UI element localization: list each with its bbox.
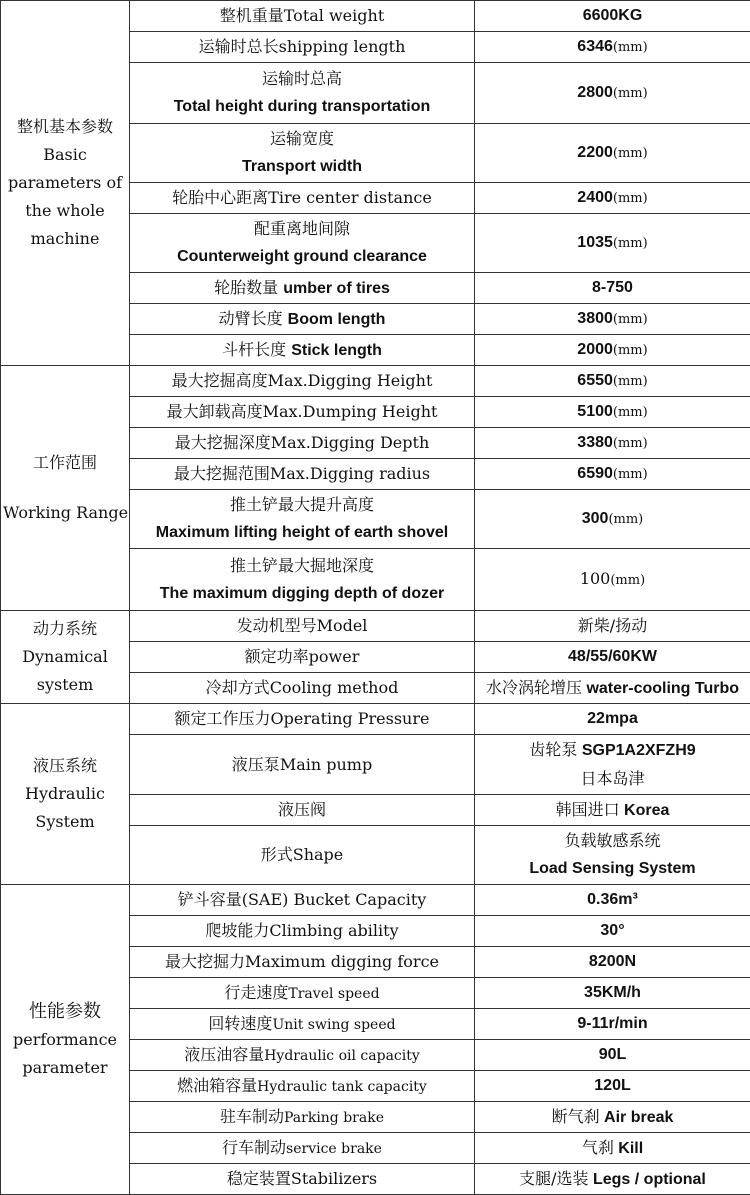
value-shape: 负载敏感系统 Load Sensing System bbox=[475, 826, 750, 885]
group-label-cn: 动力系统 bbox=[3, 615, 127, 643]
table-row bbox=[1, 885, 750, 916]
table-row bbox=[1, 611, 750, 642]
value-stick-length: 2000(mm) bbox=[475, 335, 750, 366]
group-basic-parameters bbox=[1, 1, 130, 366]
value-hydraulic-valve: 韩国进口 Korea bbox=[475, 795, 750, 826]
group-label-en: Hydraulic bbox=[3, 780, 127, 808]
param-total-weight: 整机重量Total weight bbox=[130, 1, 475, 32]
value-parking-brake: 断气刹 Air break bbox=[475, 1102, 750, 1133]
value-max-digging-height: 6550(mm) bbox=[475, 366, 750, 397]
group-performance-parameter bbox=[1, 885, 130, 1195]
param-operating-pressure: 额定工作压力Operating Pressure bbox=[130, 704, 475, 735]
value-service-brake: 气刹 Kill bbox=[475, 1133, 750, 1164]
param-parking-brake: 驻车制动Parking brake bbox=[130, 1102, 475, 1133]
param-main-pump: 液压泵Main pump bbox=[130, 735, 475, 795]
param-swing-speed: 回转速度Unit swing speed bbox=[130, 1009, 475, 1040]
param-tire-center-distance: 轮胎中心距离Tire center distance bbox=[130, 183, 475, 214]
value-shipping-length: 6346(mm) bbox=[475, 32, 750, 63]
param-hydraulic-valve: 液压阀 bbox=[130, 795, 475, 826]
group-label-en: parameter bbox=[3, 1054, 127, 1082]
param-hydraulic-tank-capacity: 燃油箱容量Hydraulic tank capacity bbox=[130, 1071, 475, 1102]
param-hydraulic-oil-capacity: 液压油容量Hydraulic oil capacity bbox=[130, 1040, 475, 1071]
value-number-of-tires: 8-750 bbox=[475, 273, 750, 304]
value-counterweight-clearance: 1035(mm) bbox=[475, 214, 750, 273]
value-max-lifting-height-shovel: 300(mm) bbox=[475, 490, 750, 549]
group-label-cn: 整机基本参数 bbox=[3, 113, 127, 141]
group-dynamical-system bbox=[1, 611, 130, 704]
group-label-en: system bbox=[3, 671, 127, 699]
param-max-digging-depth: 最大挖掘深度Max.Digging Depth bbox=[130, 428, 475, 459]
param-rated-power: 额定功率power bbox=[130, 642, 475, 673]
group-label-en: parameters of bbox=[3, 169, 127, 197]
group-label-cn: 工作范围 bbox=[3, 449, 127, 477]
group-label-en: System bbox=[3, 808, 127, 836]
table-row bbox=[1, 1, 750, 32]
param-number-of-tires: 轮胎数量 umber of tires bbox=[130, 273, 475, 304]
value-travel-speed: 35KM/h bbox=[475, 978, 750, 1009]
param-travel-speed: 行走速度Travel speed bbox=[130, 978, 475, 1009]
value-climbing-ability: 30° bbox=[475, 916, 750, 947]
value-total-weight: 6600KG bbox=[475, 1, 750, 32]
value-hydraulic-oil-capacity: 90L bbox=[475, 1040, 750, 1071]
value-max-digging-force: 8200N bbox=[475, 947, 750, 978]
param-engine-model: 发动机型号Model bbox=[130, 611, 475, 642]
param-max-lifting-height-shovel: 推土铲最大提升高度 Maximum lifting height of earth shovel bbox=[130, 490, 475, 549]
value-engine-model: 新柴/扬动 bbox=[475, 611, 750, 642]
value-total-height: 2800(mm) bbox=[475, 63, 750, 124]
group-label-cn: 性能参数 bbox=[3, 998, 127, 1026]
param-shape: 形式Shape bbox=[130, 826, 475, 885]
param-max-digging-radius: 最大挖掘范围Max.Digging radius bbox=[130, 459, 475, 490]
param-bucket-capacity: 铲斗容量(SAE) Bucket Capacity bbox=[130, 885, 475, 916]
value-max-dumping-height: 5100(mm) bbox=[475, 397, 750, 428]
param-counterweight-clearance: 配重离地间隙 Counterweight ground clearance bbox=[130, 214, 475, 273]
value-max-digging-depth: 3380(mm) bbox=[475, 428, 750, 459]
param-stick-length: 斗杆长度 Stick length bbox=[130, 335, 475, 366]
group-label-en: Dynamical bbox=[3, 643, 127, 671]
value-cooling-method: 水冷涡轮增压 water-cooling Turbo bbox=[475, 673, 750, 704]
group-label-en: the whole bbox=[3, 197, 127, 225]
group-label-en: performance bbox=[3, 1026, 127, 1054]
group-hydraulic-system bbox=[1, 704, 130, 885]
value-tire-center-distance: 2400(mm) bbox=[475, 183, 750, 214]
group-working-range bbox=[1, 366, 130, 611]
group-label-en: machine bbox=[3, 225, 127, 253]
value-bucket-capacity: 0.36m³ bbox=[475, 885, 750, 916]
param-transport-width: 运输宽度 Transport width bbox=[130, 124, 475, 183]
value-operating-pressure: 22mpa bbox=[475, 704, 750, 735]
value-swing-speed: 9-11r/min bbox=[475, 1009, 750, 1040]
table-row bbox=[1, 366, 750, 397]
value-max-digging-depth-dozer: 100(mm) bbox=[475, 549, 750, 611]
param-climbing-ability: 爬坡能力Climbing ability bbox=[130, 916, 475, 947]
param-service-brake: 行车制动service brake bbox=[130, 1133, 475, 1164]
group-label-cn: 液压系统 bbox=[3, 752, 127, 780]
value-transport-width: 2200(mm) bbox=[475, 124, 750, 183]
param-total-height: 运输时总高 Total height during transportation bbox=[130, 63, 475, 124]
value-max-digging-radius: 6590(mm) bbox=[475, 459, 750, 490]
param-max-digging-height: 最大挖掘高度Max.Digging Height bbox=[130, 366, 475, 397]
param-cooling-method: 冷却方式Cooling method bbox=[130, 673, 475, 704]
value-rated-power: 48/55/60KW bbox=[475, 642, 750, 673]
value-boom-length: 3800(mm) bbox=[475, 304, 750, 335]
value-hydraulic-tank-capacity: 120L bbox=[475, 1071, 750, 1102]
param-max-dumping-height: 最大卸载高度Max.Dumping Height bbox=[130, 397, 475, 428]
param-max-digging-depth-dozer: 推土铲最大掘地深度 The maximum digging depth of dozer bbox=[130, 549, 475, 611]
value-main-pump: 齿轮泵 SGP1A2XFZH9 日本岛津 bbox=[475, 735, 750, 795]
param-shipping-length: 运输时总长shipping length bbox=[130, 32, 475, 63]
table-row bbox=[1, 704, 750, 735]
value-stabilizers: 支腿/选装 Legs / optional bbox=[475, 1164, 750, 1195]
param-max-digging-force: 最大挖掘力Maximum digging force bbox=[130, 947, 475, 978]
param-boom-length: 动臂长度 Boom length bbox=[130, 304, 475, 335]
group-label-en: Working Range bbox=[3, 499, 127, 527]
param-stabilizers: 稳定装置Stabilizers bbox=[130, 1164, 475, 1195]
group-label-en: Basic bbox=[3, 141, 127, 169]
